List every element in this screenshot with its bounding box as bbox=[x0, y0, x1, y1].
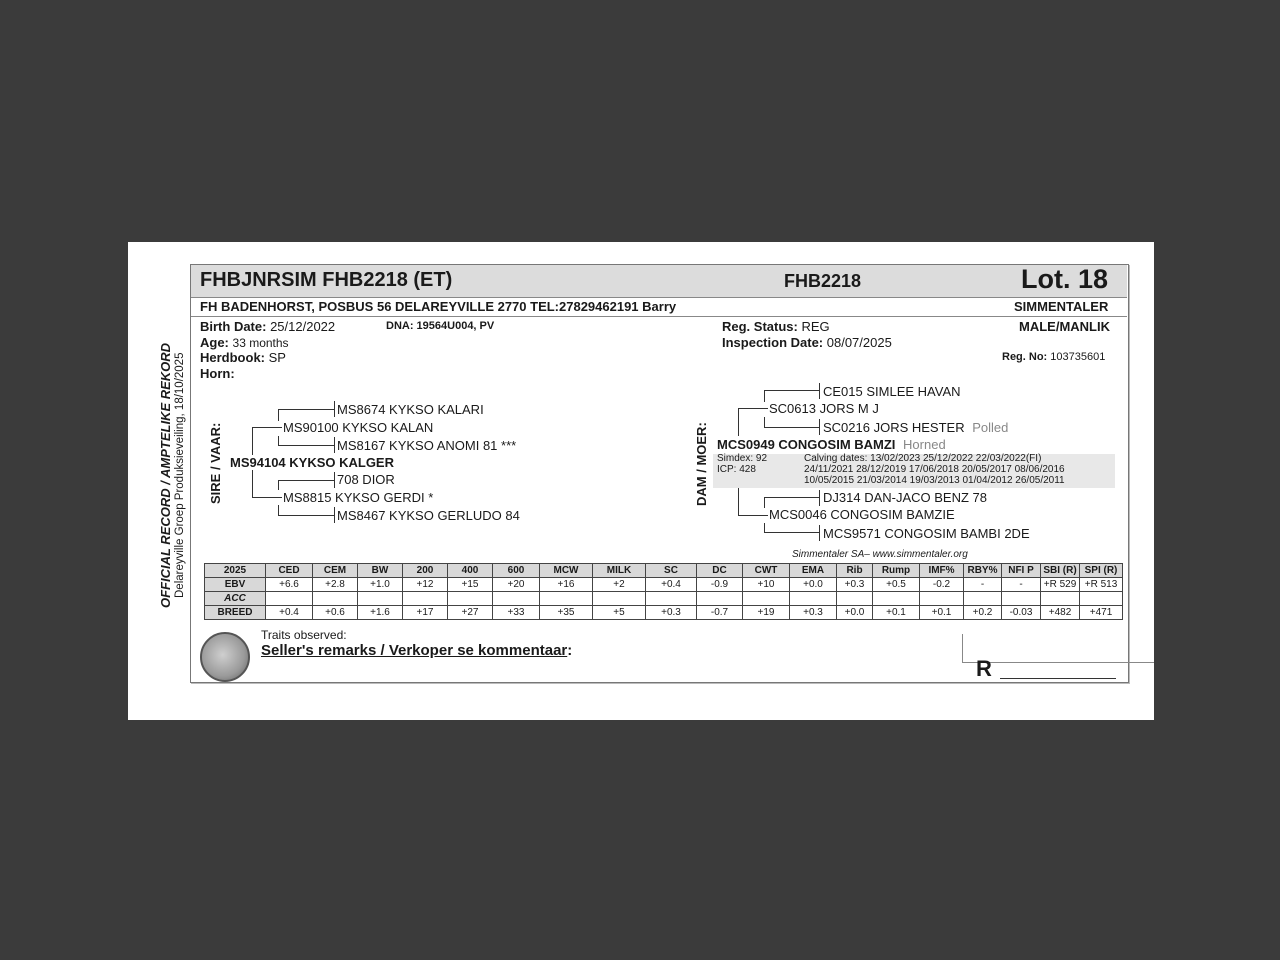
table-cell: +0.0 bbox=[837, 606, 873, 620]
table-cell: +471 bbox=[1080, 606, 1123, 620]
table-cell bbox=[1041, 592, 1080, 606]
table-cell: - bbox=[964, 578, 1002, 592]
dam-dam: MCS0046 CONGOSIM BAMZIE bbox=[769, 507, 955, 522]
table-cell bbox=[313, 592, 358, 606]
table-cell bbox=[358, 592, 403, 606]
table-cell bbox=[920, 592, 964, 606]
herdbook-label: Herdbook: bbox=[200, 350, 265, 365]
sire-line-name: MS94104 KYKSO KALGER bbox=[230, 455, 394, 470]
animal-code: FHB2218 bbox=[784, 271, 862, 291]
price-input-line[interactable] bbox=[1000, 678, 1116, 679]
sellers-remarks-colon: : bbox=[567, 642, 573, 659]
reg-status-label: Reg. Status: bbox=[722, 319, 798, 334]
reg-number-value: 103735601 bbox=[1050, 351, 1106, 363]
table-cell: +1.0 bbox=[358, 578, 403, 592]
lot-number: Lot. 18 bbox=[1021, 264, 1109, 294]
dam-line-name bbox=[717, 437, 946, 452]
reg-number-label: Reg. No: bbox=[1002, 351, 1048, 363]
age bbox=[200, 335, 289, 350]
column-header: CWT bbox=[743, 564, 790, 578]
dam-dam-sire: DJ314 DAN-JACO BENZ 78 bbox=[823, 490, 987, 505]
row-label: BREED bbox=[205, 606, 266, 620]
column-header: 200 bbox=[403, 564, 448, 578]
row-label: EBV bbox=[205, 578, 266, 592]
simdex: Simdex: 92 bbox=[717, 453, 768, 464]
simmentaler-credit: Simmentaler SA– www.simmentaler.org bbox=[792, 549, 968, 560]
table-cell: +12 bbox=[403, 578, 448, 592]
sire-dam-dam: MS8467 KYKSO GERLUDO 84 bbox=[337, 508, 520, 523]
table-row bbox=[205, 592, 1123, 606]
table-cell: +10 bbox=[743, 578, 790, 592]
age-label: Age: bbox=[200, 335, 229, 350]
column-header: 600 bbox=[493, 564, 540, 578]
column-header: CED bbox=[266, 564, 313, 578]
birth-date-value: 25/12/2022 bbox=[270, 319, 336, 334]
dam-dam-dam: MCS9571 CONGOSIM BAMBI 2DE bbox=[823, 526, 1030, 541]
table-cell bbox=[403, 592, 448, 606]
table-cell bbox=[540, 592, 593, 606]
table-cell: +0.4 bbox=[646, 578, 697, 592]
table-cell bbox=[593, 592, 646, 606]
column-header: RBY% bbox=[964, 564, 1002, 578]
table-cell: -0.7 bbox=[697, 606, 743, 620]
table-cell: +16 bbox=[540, 578, 593, 592]
sire-sire-dam: MS8167 KYKSO ANOMI 81 *** bbox=[337, 438, 517, 453]
table-cell bbox=[493, 592, 540, 606]
column-header: SBI (R) bbox=[1041, 564, 1080, 578]
reg-status bbox=[722, 319, 830, 334]
table-cell: +20 bbox=[493, 578, 540, 592]
calving-dates-1: Calving dates: 13/02/2023 25/12/2022 22/03/2022(FI) bbox=[804, 453, 1042, 464]
table-cell: -0.03 bbox=[1002, 606, 1041, 620]
table-cell bbox=[790, 592, 837, 606]
age-value: 33 months bbox=[232, 336, 289, 350]
table-cell: +5 bbox=[593, 606, 646, 620]
table-cell: +0.2 bbox=[964, 606, 1002, 620]
table-cell: +0.3 bbox=[837, 578, 873, 592]
calving-dates-3: 10/05/2015 21/03/2014 19/03/2013 01/04/2012 26/05/2011 bbox=[804, 475, 1065, 486]
dam-sire-dam bbox=[823, 420, 1008, 435]
ebv-table bbox=[204, 563, 1123, 620]
table-cell: +0.6 bbox=[313, 606, 358, 620]
table-cell bbox=[1080, 592, 1123, 606]
lot-card bbox=[128, 242, 1154, 720]
table-cell: +2 bbox=[593, 578, 646, 592]
sellers-remarks bbox=[261, 642, 572, 659]
column-header: MCW bbox=[540, 564, 593, 578]
table-cell bbox=[964, 592, 1002, 606]
column-header: MILK bbox=[593, 564, 646, 578]
dna-info: DNA: 19564U004, PV bbox=[386, 320, 495, 332]
calving-dates-2: 24/11/2021 28/12/2019 17/06/2018 20/05/2017 08/06/2016 bbox=[804, 464, 1065, 475]
herdbook bbox=[200, 350, 286, 365]
table-cell: +27 bbox=[448, 606, 493, 620]
table-cell: +482 bbox=[1041, 606, 1080, 620]
column-header: CEM bbox=[313, 564, 358, 578]
breeder-info: FH BADENHORST, POSBUS 56 DELAREYVILLE 2770 TEL:27829462191 Barry bbox=[200, 299, 677, 314]
dam-name: MCS0949 CONGOSIM BAMZI bbox=[717, 437, 896, 452]
inspection-date-label: Inspection Date: bbox=[722, 335, 824, 350]
table-cell bbox=[873, 592, 920, 606]
table-cell bbox=[448, 592, 493, 606]
dam-sire-dam-name: SC0216 JORS HESTER bbox=[823, 420, 965, 435]
table-cell: +19 bbox=[743, 606, 790, 620]
table-cell: +R 529 bbox=[1041, 578, 1080, 592]
sex: MALE/MANLIK bbox=[1019, 319, 1110, 334]
sellers-remarks-label: Seller's remarks / Verkoper se kommentaar bbox=[261, 642, 568, 659]
table-cell: +0.3 bbox=[646, 606, 697, 620]
table-cell bbox=[646, 592, 697, 606]
traits-observed: Traits observed: bbox=[261, 628, 347, 642]
table-cell: +33 bbox=[493, 606, 540, 620]
table-cell: +0.0 bbox=[790, 578, 837, 592]
column-header: 400 bbox=[448, 564, 493, 578]
price-label: R bbox=[976, 656, 992, 681]
dam-sire: SC0613 JORS M J bbox=[769, 401, 879, 416]
sire-dam: MS8815 KYKSO GERDI * bbox=[283, 490, 434, 505]
association-logo bbox=[200, 632, 250, 682]
auction-label: Delareyville Groep Produksieveiling, 18/10/2025 bbox=[174, 352, 186, 598]
column-header: Rib bbox=[837, 564, 873, 578]
table-cell: +6.6 bbox=[266, 578, 313, 592]
table-cell: -0.2 bbox=[920, 578, 964, 592]
sire-dam-sire: 708 DIOR bbox=[337, 472, 395, 487]
column-header: DC bbox=[697, 564, 743, 578]
table-cell bbox=[743, 592, 790, 606]
sire-label: SIRE / VAAR: bbox=[208, 422, 223, 504]
table-row bbox=[205, 578, 1123, 592]
table-cell bbox=[697, 592, 743, 606]
official-record-label: OFFICIAL RECORD / AMPTELIKE REKORD bbox=[158, 342, 173, 608]
table-cell: +0.4 bbox=[266, 606, 313, 620]
polled-note: Polled bbox=[972, 420, 1009, 435]
table-cell: - bbox=[1002, 578, 1041, 592]
column-header: IMF% bbox=[920, 564, 964, 578]
table-row bbox=[205, 606, 1123, 620]
birth-date-label: Birth Date: bbox=[200, 319, 267, 334]
table-cell: +2.8 bbox=[313, 578, 358, 592]
column-header: NFI P bbox=[1002, 564, 1041, 578]
table-cell: +15 bbox=[448, 578, 493, 592]
table-cell: +17 bbox=[403, 606, 448, 620]
table-cell: +1.6 bbox=[358, 606, 403, 620]
table-cell: +R 513 bbox=[1080, 578, 1123, 592]
animal-name: FHBJNRSIM FHB2218 (ET) bbox=[200, 269, 453, 291]
table-header-row bbox=[205, 564, 1123, 578]
icp: ICP: 428 bbox=[717, 464, 756, 475]
table-cell bbox=[1002, 592, 1041, 606]
column-header: EMA bbox=[790, 564, 837, 578]
reg-number bbox=[1002, 351, 1105, 363]
table-cell bbox=[837, 592, 873, 606]
horn-label: Horn: bbox=[200, 366, 235, 381]
column-header: SC bbox=[646, 564, 697, 578]
reg-status-value: REG bbox=[801, 319, 830, 334]
row-label: ACC bbox=[205, 592, 266, 606]
inspection-date bbox=[722, 335, 892, 350]
herdbook-value: SP bbox=[268, 350, 286, 365]
column-header: BW bbox=[358, 564, 403, 578]
table-cell: +0.3 bbox=[790, 606, 837, 620]
column-header: SPI (R) bbox=[1080, 564, 1123, 578]
column-header: Rump bbox=[873, 564, 920, 578]
dam-horn: Horned bbox=[903, 437, 946, 452]
table-cell: +0.5 bbox=[873, 578, 920, 592]
table-cell: +0.1 bbox=[873, 606, 920, 620]
table-cell: +35 bbox=[540, 606, 593, 620]
table-cell: +0.1 bbox=[920, 606, 964, 620]
breed-name: SIMMENTALER bbox=[1014, 299, 1109, 314]
birth-date bbox=[200, 319, 335, 334]
sire-sire: MS90100 KYKSO KALAN bbox=[283, 420, 434, 435]
table-cell: -0.9 bbox=[697, 578, 743, 592]
table-cell bbox=[266, 592, 313, 606]
inspection-date-value: 08/07/2025 bbox=[826, 335, 892, 350]
table-year: 2025 bbox=[205, 564, 266, 578]
sire-sire-sire: MS8674 KYKSO KALARI bbox=[337, 402, 484, 417]
dam-sire-sire: CE015 SIMLEE HAVAN bbox=[823, 384, 961, 399]
dam-label: DAM / MOER: bbox=[694, 422, 709, 506]
